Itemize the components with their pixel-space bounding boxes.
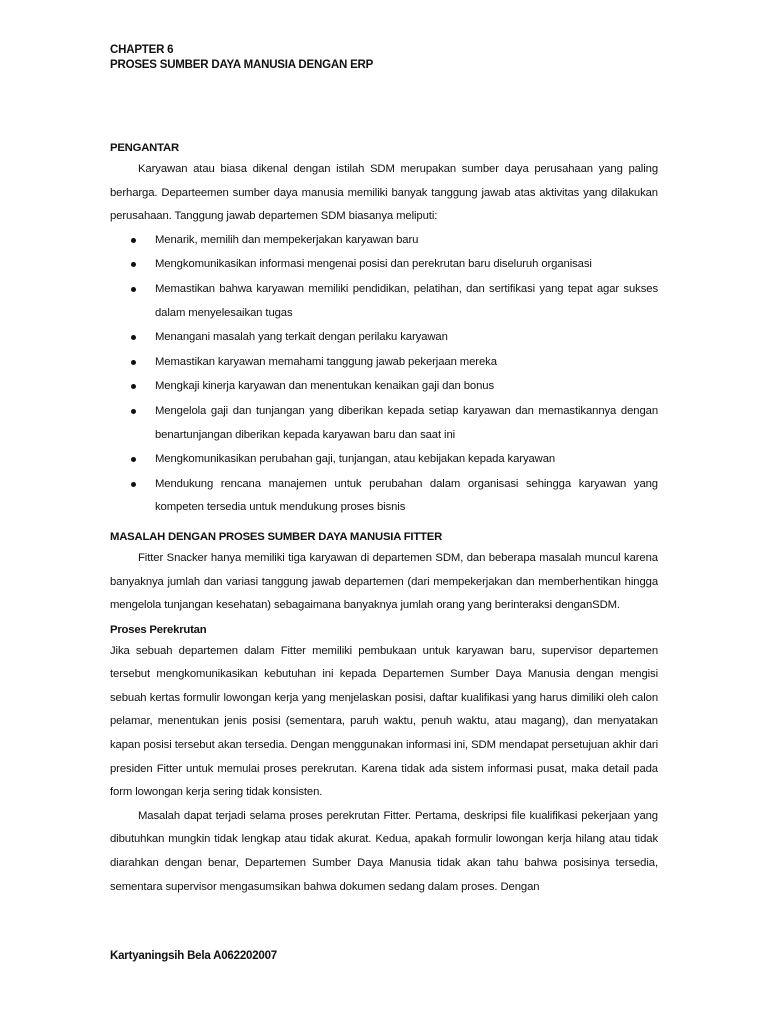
section-heading-intro: PENGANTAR	[110, 142, 179, 154]
responsibility-list	[110, 229, 658, 520]
intro-paragraph: Karyawan atau biasa dikenal dengan istilah SDM merupakan sumber daya perusahaan yang paling berharga. Departeemen sumber daya manusia memiliki banyak tanggung jawab atas aktivitas yang dilakukan perusahaan. Tanggung jawab departemen SDM biasanya meliputi:	[110, 163, 658, 223]
bullet-icon	[131, 482, 136, 487]
chapter-number: CHAPTER 6	[110, 44, 174, 56]
bullet-icon	[131, 409, 136, 414]
page-footer-author: Kartyaningsih Bela A062202007	[110, 950, 278, 962]
bullet-icon	[131, 360, 136, 365]
list-item: Memastikan karyawan memahami tanggung jawab pekerjaan mereka	[110, 351, 658, 375]
list-item: Mengkomunikasikan perubahan gaji, tunjangan, atau kebijakan kepada karyawan	[110, 448, 658, 472]
list-item: Menangani masalah yang terkait dengan perilaku karyawan	[110, 326, 658, 350]
list-item: Mengkomunikasikan informasi mengenai posisi dan perekrutan baru diseluruh organisasi	[110, 253, 658, 277]
bullet-icon	[131, 457, 136, 462]
problem-paragraph: Fitter Snacker hanya memiliki tiga karyawan di departemen SDM, dan beberapa masalah muncul karena banyaknya jumlah dan variasi tanggung jawab departemen (dari mempekerjakan dan memberhentikan hingga mengelola tunjangan kesehatan) sebagaimana banyaknya jumlah orang yang berinteraksi denganSDM.	[110, 551, 658, 612]
bullet-icon	[131, 238, 136, 243]
list-item: Mendukung rencana manajemen untuk perubahan dalam organisasi sehingga karyawan yang kompeten tersedia untuk mendukung proses bisnis	[110, 473, 658, 520]
bullet-icon	[131, 335, 136, 340]
recruitment-paragraph-2: Masalah dapat terjadi selama proses perekrutan Fitter. Pertama, deskripsi file kualifikasi pekerjaan yang dibutuhkan mungkin tidak lengkap atau tidak akurat. Kedua, apakah formulir lowongan kerja hilang atau tidak diarahkan dengan benar, Departemen Sumber Daya Manusia tidak akan tahu bahwa posisinya tersedia, sementara supervisor mengasumsikan bahwa dokumen sedang dalam proses. Dengan	[110, 809, 658, 893]
list-item: Memastikan bahwa karyawan memiliki pendidikan, pelatihan, dan sertifikasi yang tepat agar sukses dalam menyelesaikan tugas	[110, 278, 658, 325]
list-item: Menarik, memilih dan mempekerjakan karyawan baru	[110, 229, 658, 253]
document-body	[110, 138, 658, 899]
chapter-title: PROSES SUMBER DAYA MANUSIA DENGAN ERP	[110, 59, 374, 71]
bullet-icon	[131, 384, 136, 389]
list-item: Mengkaji kinerja karyawan dan menentukan kenaikan gaji dan bonus	[110, 375, 658, 399]
subsection-heading-recruitment: Proses Perekrutan	[110, 623, 207, 636]
list-item: Mengelola gaji dan tunjangan yang diberikan kepada setiap karyawan dan memastikannya dengan benartunjangan diberikan kepada karyawan baru dan saat ini	[110, 400, 658, 447]
bullet-icon	[131, 262, 136, 267]
bullet-icon	[131, 287, 136, 292]
section-heading-problem: MASALAH DENGAN PROSES SUMBER DAYA MANUSIA FITTER	[110, 530, 443, 543]
chapter-header	[110, 43, 373, 73]
recruitment-paragraph-1: Jika sebuah departemen dalam Fitter memiliki pembukaan untuk karyawan baru, supervisor departemen tersebut mengkomunikasikan kebutuhan ini kepada Departemen Sumber Daya Manusia dengan mengisi sebuah kertas formulir lowongan kerja yang menjelaskan posisi, daftar kualifikasi yang harus dimiliki oleh calon pelamar, menentukan jenis posisi (sementara, paruh waktu, penuh waktu, atau magang), dan menyatakan kapan posisi tersebut akan tersedia. Dengan menggunakan informasi ini, SDM mendapat persetujuan akhir dari presiden Fitter untuk memulai proses perekrutan. Karena tidak ada sistem informasi pusat, maka detail pada form lowongan kerja sering tidak konsisten.	[110, 644, 658, 799]
